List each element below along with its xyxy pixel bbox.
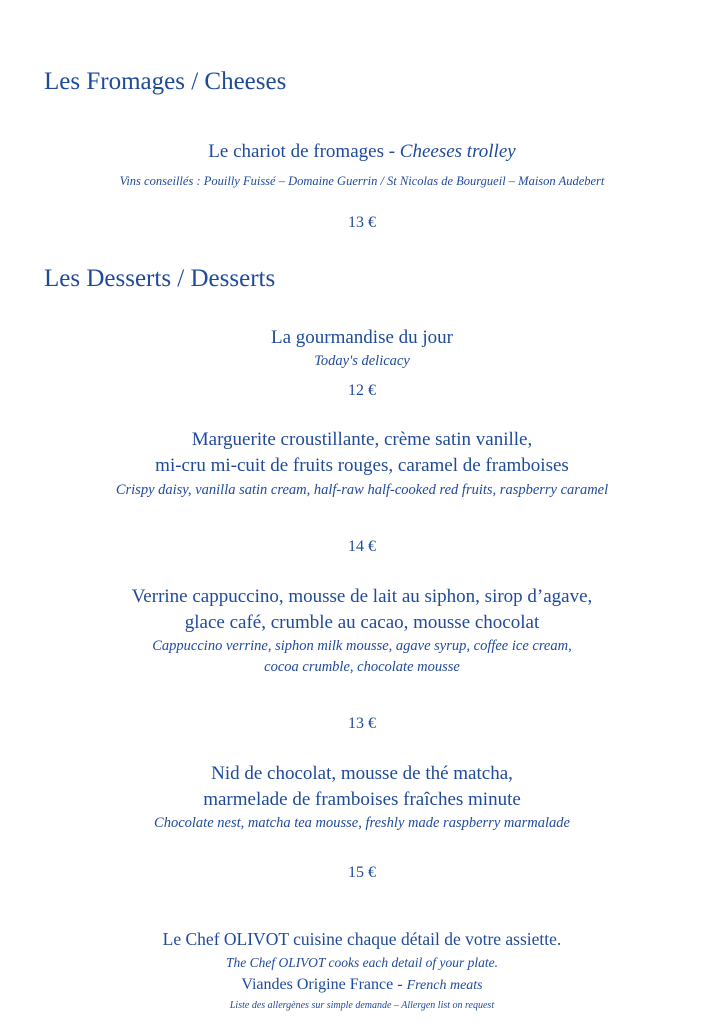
price-dessert-3: 13 € — [348, 715, 376, 732]
separator: - — [383, 141, 400, 162]
dessert-1-en: Today's delicacy — [314, 353, 410, 369]
meat-origin-fr: Viandes Origine France — [241, 976, 394, 993]
section-title-desserts: Les Desserts / Desserts — [44, 265, 276, 292]
dessert-4-fr-line-1: Nid de chocolat, mousse de thé matcha, — [211, 763, 513, 784]
dessert-3-fr-line-2: glace café, crumble au cacao, mousse chocolat — [184, 612, 540, 633]
dish-name-fr: Le chariot de fromages — [208, 141, 384, 162]
dessert-4-en: Chocolate nest, matcha tea mousse, freshly made raspberry marmalade — [154, 815, 570, 831]
section-title-cheeses: Les Fromages / Cheeses — [44, 68, 287, 95]
price-dessert-1: 12 € — [348, 382, 376, 399]
wine-recommendation: Vins conseillés : Pouilly Fuissé – Domaine Guerrin / St Nicolas de Bourgueil – Maison Audebert — [119, 174, 605, 188]
dessert-3-en-line-1: Cappuccino verrine, siphon milk mousse, agave syrup, coffee ice cream, — [152, 638, 572, 654]
allergen-note: Liste des allergènes sur simple demande – Allergen list on request — [229, 1000, 495, 1011]
price-dessert-2: 14 € — [348, 538, 376, 555]
dessert-1-fr: La gourmandise du jour — [270, 327, 454, 348]
dessert-2-fr-line-1: Marguerite croustillante, crème satin vanille, — [191, 429, 533, 450]
dessert-4-fr-line-2: marmelade de framboises fraîches minute — [203, 789, 521, 810]
price-dessert-4: 15 € — [348, 864, 376, 881]
dish-name-en: Cheeses trolley — [399, 141, 516, 162]
chef-statement-fr: Le Chef OLIVOT cuisine chaque détail de votre assiette. — [162, 929, 562, 949]
dessert-3-en-line-2: cocoa crumble, chocolate mousse — [264, 659, 460, 675]
meat-separator: - — [393, 976, 407, 993]
dessert-2-en: Crispy daisy, vanilla satin cream, half-raw half-cooked red fruits, raspberry caramel — [115, 482, 609, 498]
chef-statement-en: The Chef OLIVOT cooks each detail of your plate. — [226, 955, 498, 970]
dessert-2-fr-line-2: mi-cru mi-cuit de fruits rouges, caramel de framboises — [155, 455, 569, 476]
meat-origin — [0, 976, 724, 994]
price-cheese: 13 € — [348, 214, 376, 231]
menu-item-cheese-trolley — [0, 139, 724, 165]
dessert-3-fr-line-1: Verrine cappuccino, mousse de lait au siphon, sirop d’agave, — [131, 586, 593, 607]
meat-origin-en: French meats — [406, 978, 483, 993]
